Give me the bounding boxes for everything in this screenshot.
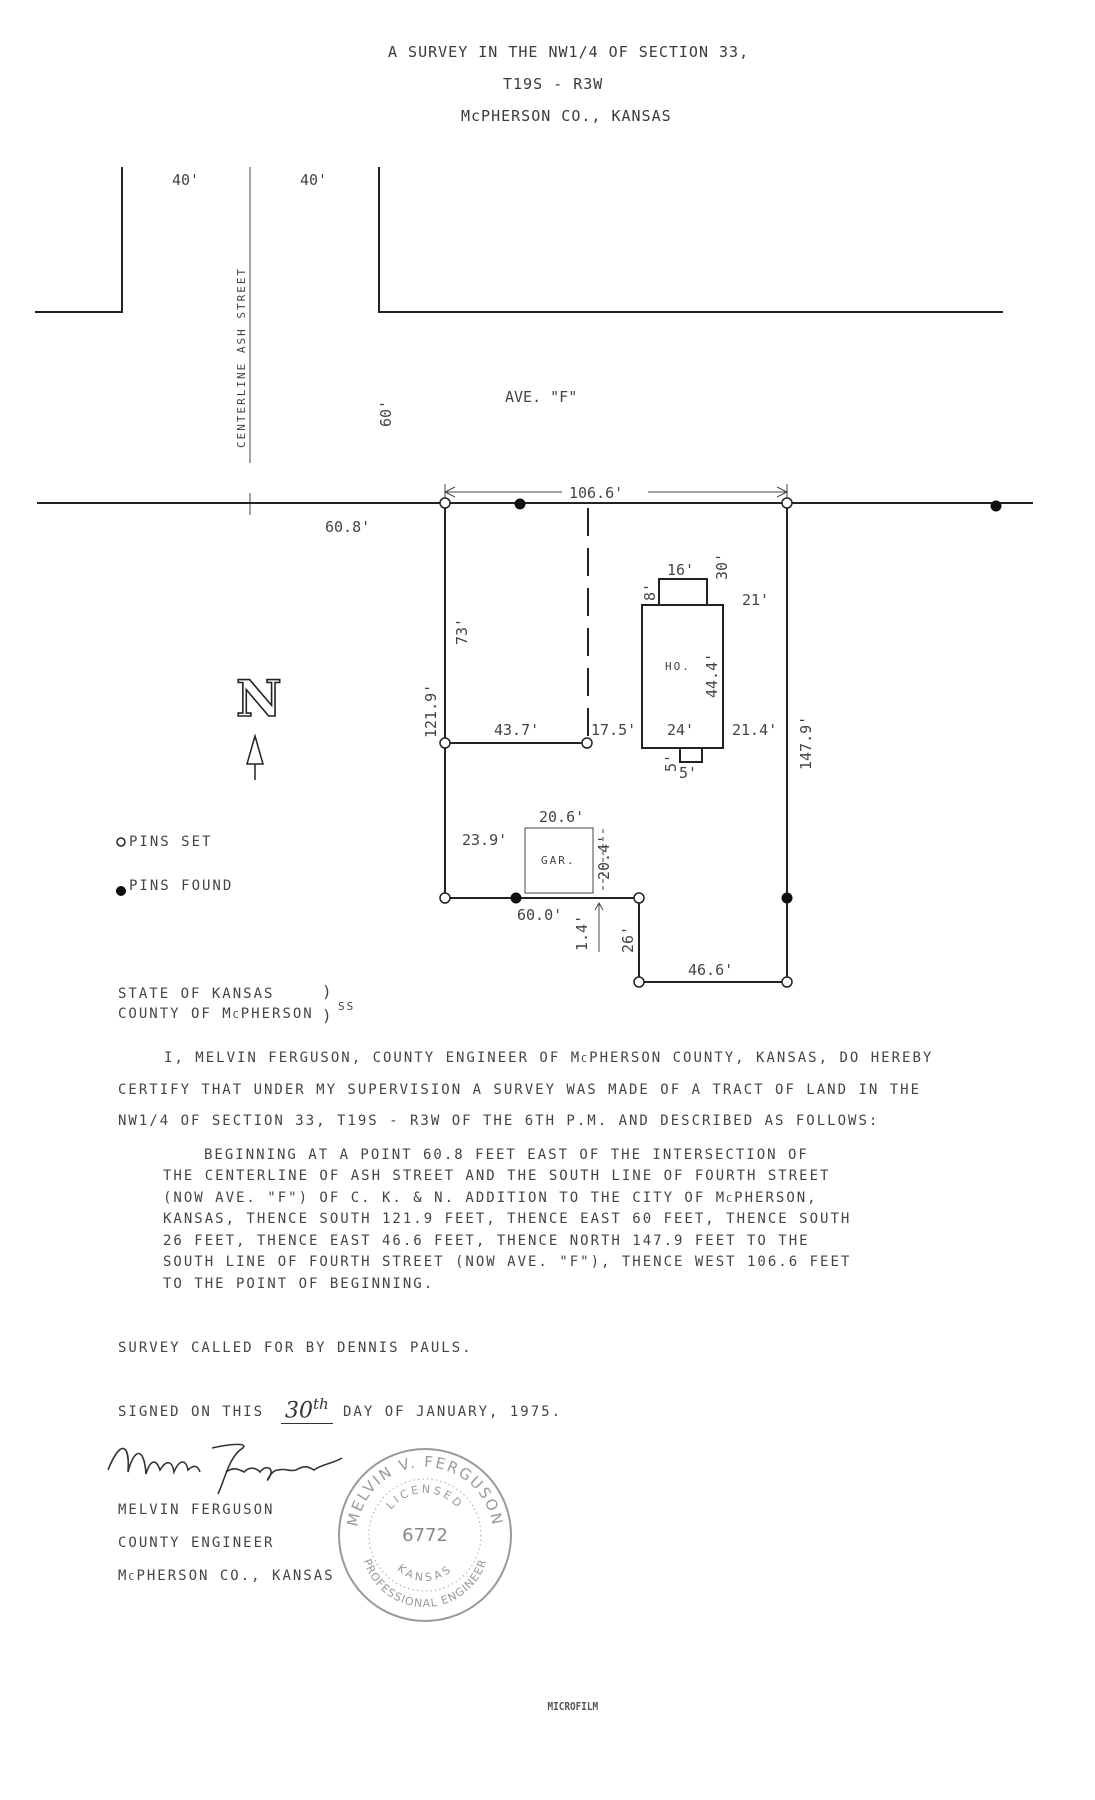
stoop-width: 5': [679, 764, 698, 782]
house-top-width: 16': [667, 561, 695, 579]
signed-date-prefix: SIGNED ON THIS: [118, 1404, 265, 1420]
title-line-3: McPHERSON CO., KANSAS: [461, 107, 672, 125]
pin-set-marker: [634, 977, 644, 987]
signed-day-suffix: th: [313, 1395, 329, 1413]
survey-called-for: SURVEY CALLED FOR BY DENNIS PAULS.: [118, 1340, 473, 1356]
cert-ss-label: SS: [338, 1000, 356, 1013]
north-arrow-icon: [236, 669, 282, 780]
offset-west: 60.8': [325, 518, 371, 536]
pin-set-marker: [782, 498, 792, 508]
desc-line-5: 26 FEET, THENCE EAST 46.6 FEET, THENCE NORTH 147.9 FEET TO THE: [163, 1233, 810, 1249]
pin-set-marker: [582, 738, 592, 748]
signed-date-suffix: DAY OF JANUARY, 1975.: [343, 1404, 563, 1420]
house-stoop: [680, 748, 702, 762]
west-side-north: 73': [453, 617, 471, 645]
house-east-gap: 21.4': [732, 721, 778, 739]
west-side: 121.9': [422, 683, 440, 738]
ave-label: AVE. "F": [505, 388, 578, 406]
street-corner-west: [35, 167, 122, 312]
signed-day: [281, 1392, 333, 1424]
pin-set-marker: [440, 893, 450, 903]
pin-found-marker: [782, 893, 792, 903]
house-depth: 44.4': [703, 652, 721, 698]
jog-dimension: 26': [619, 925, 637, 953]
svg-text:N: N: [236, 669, 282, 728]
cert-para-line-3: NW1/4 OF SECTION 33, T19S - R3W OF THE 6TH P.M. AND DESCRIBED AS FOLLOWS:: [118, 1113, 880, 1129]
pin-set-marker: [440, 498, 450, 508]
svg-text:PROFESSIONAL ENGINEER: PROFESSIONAL ENGINEER: [360, 1557, 490, 1611]
ave-width: 60': [377, 399, 395, 427]
desc-line-3: (NOW AVE. "F") OF C. K. & N. ADDITION TO THE CITY OF McPHERSON,: [163, 1190, 818, 1206]
cert-para-line-1: I, MELVIN FERGUSON, COUNTY ENGINEER OF McPHERSON COUNTY, KANSAS, DO HEREBY: [164, 1050, 934, 1066]
pin-set-marker: [782, 977, 792, 987]
desc-line-6: SOUTH LINE OF FOURTH STREET (NOW AVE. "F"), THENCE WEST 106.6 FEET: [163, 1254, 852, 1270]
south-line: 60.0': [517, 906, 563, 924]
signed-day-number: 30: [285, 1398, 313, 1424]
signature-name: MELVIN FERGUSON: [118, 1502, 275, 1518]
desc-line-2: THE CENTERLINE OF ASH STREET AND THE SOUTH LINE OF FOURTH STREET: [163, 1168, 831, 1184]
cert-county: COUNTY OF McPHERSON: [118, 1006, 314, 1022]
engineer-seal: [335, 1445, 515, 1625]
street-corner-east: [379, 167, 1003, 312]
svg-text:MELVIN V. FERGUSON: MELVIN V. FERGUSON: [343, 1452, 507, 1528]
legend-pins-found: PINS FOUND: [129, 878, 234, 894]
title-line-1: A SURVEY IN THE NW1/4 OF SECTION 33,: [388, 43, 750, 61]
pin-set-marker: [440, 738, 450, 748]
handwritten-signature: [100, 1430, 350, 1500]
house-setback-east: 21': [742, 591, 770, 609]
house-setback-front: 30': [713, 552, 731, 580]
east-side: 147.9': [797, 715, 815, 770]
stoop-depth: 5': [662, 753, 680, 772]
street-width-right: 40': [300, 171, 328, 189]
legend-pin-found-icon: [117, 887, 126, 896]
desc-line-1: BEGINNING AT A POINT 60.8 FEET EAST OF THE INTERSECTION OF: [204, 1147, 809, 1163]
legend-pin-set-icon: [117, 838, 125, 846]
centerline-label: CENTERLINE ASH STREET: [235, 266, 248, 448]
cert-para-line-2: CERTIFY THAT UNDER MY SUPERVISION A SURVEY WAS MADE OF A TRACT OF LAND IN THE: [118, 1082, 922, 1098]
signature-county: McPHERSON CO., KANSAS: [118, 1568, 335, 1584]
cert-state: STATE OF KANSAS: [118, 986, 275, 1002]
garage-depth: 20.4': [595, 834, 613, 880]
pin-found-marker: [515, 499, 525, 509]
title-line-2: T19S - R3W: [503, 75, 604, 93]
south-line-east: 46.6': [688, 961, 734, 979]
garage-width: 20.6': [539, 808, 585, 826]
svg-text:6772: 6772: [402, 1525, 448, 1546]
frontage: 106.6': [569, 484, 624, 502]
desc-line-7: TO THE POINT OF BEGINNING.: [163, 1276, 435, 1292]
pin-set-marker: [634, 893, 644, 903]
inner-gap: 17.5': [591, 721, 637, 739]
garage-offset: 1.4': [573, 914, 591, 951]
house-label: HO.: [665, 660, 691, 673]
microfilm-stamp: MICROFILM: [547, 1700, 599, 1713]
pin-found-marker: [991, 501, 1001, 511]
cert-ss: ): [322, 982, 334, 1001]
desc-line-4: KANSAS, THENCE SOUTH 121.9 FEET, THENCE EAST 60 FEET, THENCE SOUTH: [163, 1211, 852, 1227]
street-width-left: 40': [172, 171, 200, 189]
house-width: 24': [667, 721, 695, 739]
pin-found-marker: [511, 893, 521, 903]
svg-text:LICENSED: LICENSED: [383, 1482, 467, 1513]
garage-setback: 23.9': [462, 831, 508, 849]
svg-text:KANSAS: KANSAS: [394, 1561, 456, 1585]
porch-depth: 8': [641, 582, 659, 601]
house-porch: [659, 579, 707, 605]
garage-label: GAR.: [541, 854, 576, 867]
signature-title: COUNTY ENGINEER: [118, 1535, 275, 1551]
cert-ss-bracket: ): [322, 1006, 334, 1025]
inner-north-line: 43.7': [494, 721, 540, 739]
legend-pins-set: PINS SET: [129, 834, 213, 850]
